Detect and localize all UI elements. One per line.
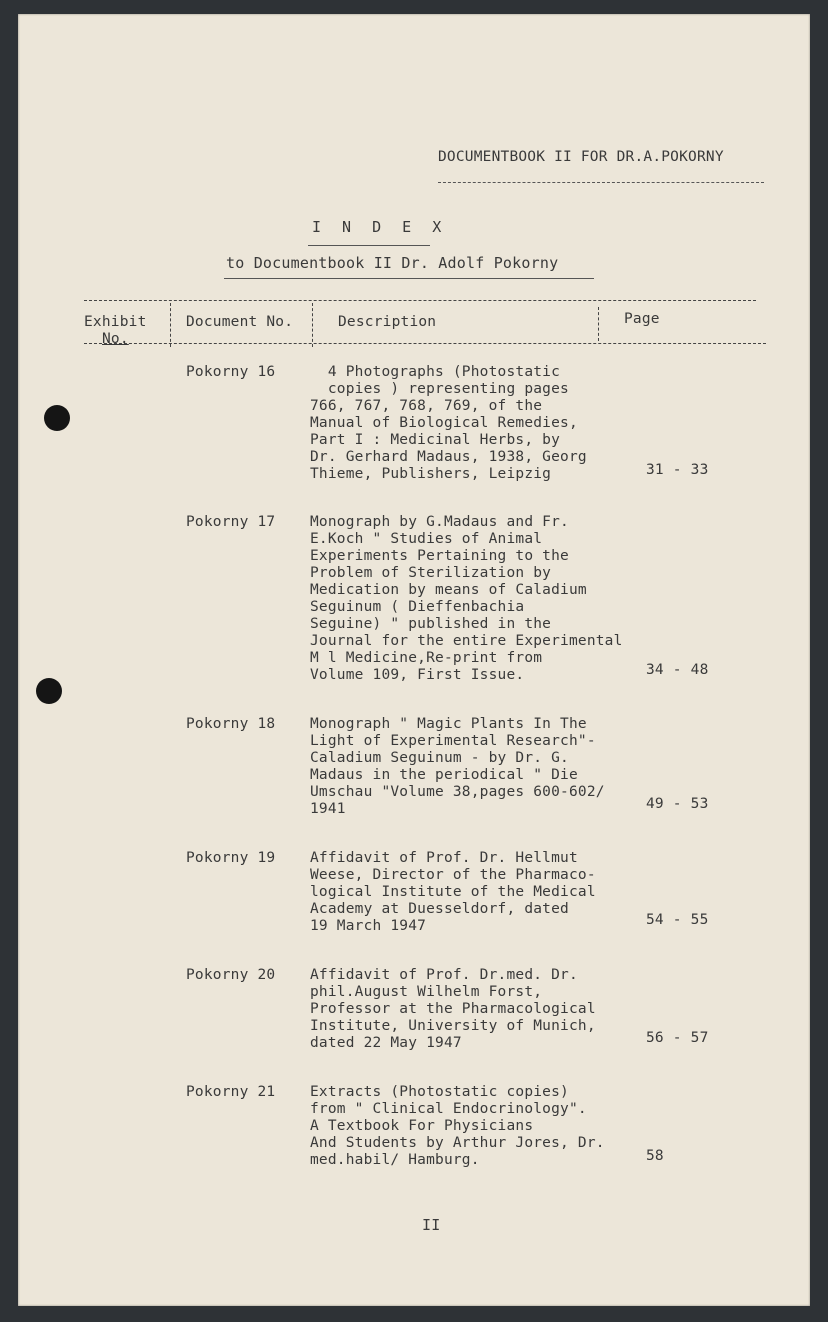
entry-description-line: Seguine) " published in the (310, 616, 552, 632)
entry-description-line: phil.August Wilhelm Forst, (310, 984, 543, 1000)
index-underline (308, 245, 430, 246)
entry-description (310, 514, 680, 684)
entry-description-line: Seguinum ( Dieffenbachia (310, 599, 525, 615)
entry-description-line: Medication by means of Caladium (310, 582, 587, 598)
entry-description-line: Monograph " Magic Plants In The (310, 716, 587, 732)
entry-document-no: Pokorny 18 (186, 716, 276, 732)
entry-page-range: 54 - 55 (646, 912, 709, 928)
entry-description-line: Umschau "Volume 38,pages 600-602/ (310, 784, 605, 800)
entry-page-range: 34 - 48 (646, 662, 709, 678)
entry-description-line: Professor at the Pharmacological (310, 1001, 596, 1017)
column-header-page: Page (624, 311, 660, 327)
entry-description-line: 1941 (310, 801, 346, 817)
entry-page-range: 31 - 33 (646, 462, 709, 478)
entry-description (310, 850, 680, 935)
entry-document-no: Pokorny 20 (186, 967, 276, 983)
entry-description-line: A Textbook For Physicians (310, 1118, 534, 1134)
index-subtitle: to Documentbook II Dr. Adolf Pokorny (226, 254, 559, 272)
entry-description-line: Affidavit of Prof. Dr. Hellmut (310, 850, 578, 866)
entry-description-line: from " Clinical Endocrinology". (310, 1101, 587, 1117)
entry-description-line: logical Institute of the Medical (310, 884, 596, 900)
column-header-document-no: Document No. (186, 314, 294, 330)
punch-hole-lower (36, 678, 62, 704)
entry-document-no: Pokorny 19 (186, 850, 276, 866)
entry-description-line: dated 22 May 1947 (310, 1035, 462, 1051)
entry-document-no: Pokorny 21 (186, 1084, 276, 1100)
page-number: II (422, 1216, 441, 1234)
entry-description-line: Extracts (Photostatic copies) (310, 1084, 569, 1100)
index-title: I N D E X (312, 218, 448, 236)
column-header-description: Description (338, 314, 437, 330)
entry-description-line: Journal for the entire Experimental (310, 633, 623, 649)
entry-description-line: Institute, University of Munich, (310, 1018, 596, 1034)
column-separator (170, 303, 171, 347)
entry-description-line: Dr. Gerhard Madaus, 1938, Georg (310, 449, 587, 465)
entry-description-line: And Students by Arthur Jores, Dr. (310, 1135, 605, 1151)
punch-hole-upper (44, 405, 70, 431)
entry-description-line: Weese, Director of the Pharmaco- (310, 867, 596, 883)
entry-description-line: Thieme, Publishers, Leipzig (310, 466, 552, 482)
entry-description-line: Experiments Pertaining to the (310, 548, 569, 564)
entry-document-no: Pokorny 17 (186, 514, 276, 530)
header-underline (438, 182, 764, 183)
entry-description-line: Monograph by G.Madaus and Fr. (310, 514, 569, 530)
entry-description-line: M l Medicine,Re-print from (310, 650, 543, 666)
entry-description (310, 364, 680, 483)
entry-description-line: copies ) representing pages (310, 381, 569, 397)
entry-description-line: Affidavit of Prof. Dr.med. Dr. (310, 967, 578, 983)
column-header-exhibit: Exhibit (84, 314, 147, 330)
table-header-top-rule (84, 300, 756, 301)
entry-description-line: Caladium Seguinum - by Dr. G. (310, 750, 569, 766)
document-page (18, 14, 810, 1306)
column-separator (598, 307, 599, 341)
entry-document-no: Pokorny 16 (186, 364, 276, 380)
entry-description-line: 766, 767, 768, 769, of the (310, 398, 543, 414)
document-header: DOCUMENTBOOK II FOR DR.A.POKORNY (438, 149, 724, 165)
entry-page-range: 56 - 57 (646, 1030, 709, 1046)
entry-page-range: 49 - 53 (646, 796, 709, 812)
entry-description-line: Manual of Biological Remedies, (310, 415, 578, 431)
entry-description-line: Academy at Duesseldorf, dated (310, 901, 569, 917)
entry-description (310, 967, 680, 1052)
entry-description-line: Volume 109, First Issue. (310, 667, 525, 683)
entry-page-range: 58 (646, 1148, 664, 1164)
entry-description-line: 4 Photographs (Photostatic (310, 364, 561, 380)
entry-description (310, 716, 680, 818)
entry-description-line: Part I : Medicinal Herbs, by (310, 432, 561, 448)
entry-description-line: 19 March 1947 (310, 918, 427, 934)
entry-description-line: med.habil/ Hamburg. (310, 1152, 480, 1168)
column-header-exhibit-no: No. (102, 331, 129, 347)
entry-description-line: Madaus in the periodical " Die (310, 767, 578, 783)
entry-description (310, 1084, 680, 1169)
column-separator (312, 303, 313, 347)
entry-description-line: Problem of Sterilization by (310, 565, 552, 581)
table-header-bottom-rule (84, 343, 766, 344)
entry-description-line: E.Koch " Studies of Animal (310, 531, 543, 547)
entry-description-line: Light of Experimental Research"- (310, 733, 596, 749)
subtitle-underline (224, 278, 594, 279)
